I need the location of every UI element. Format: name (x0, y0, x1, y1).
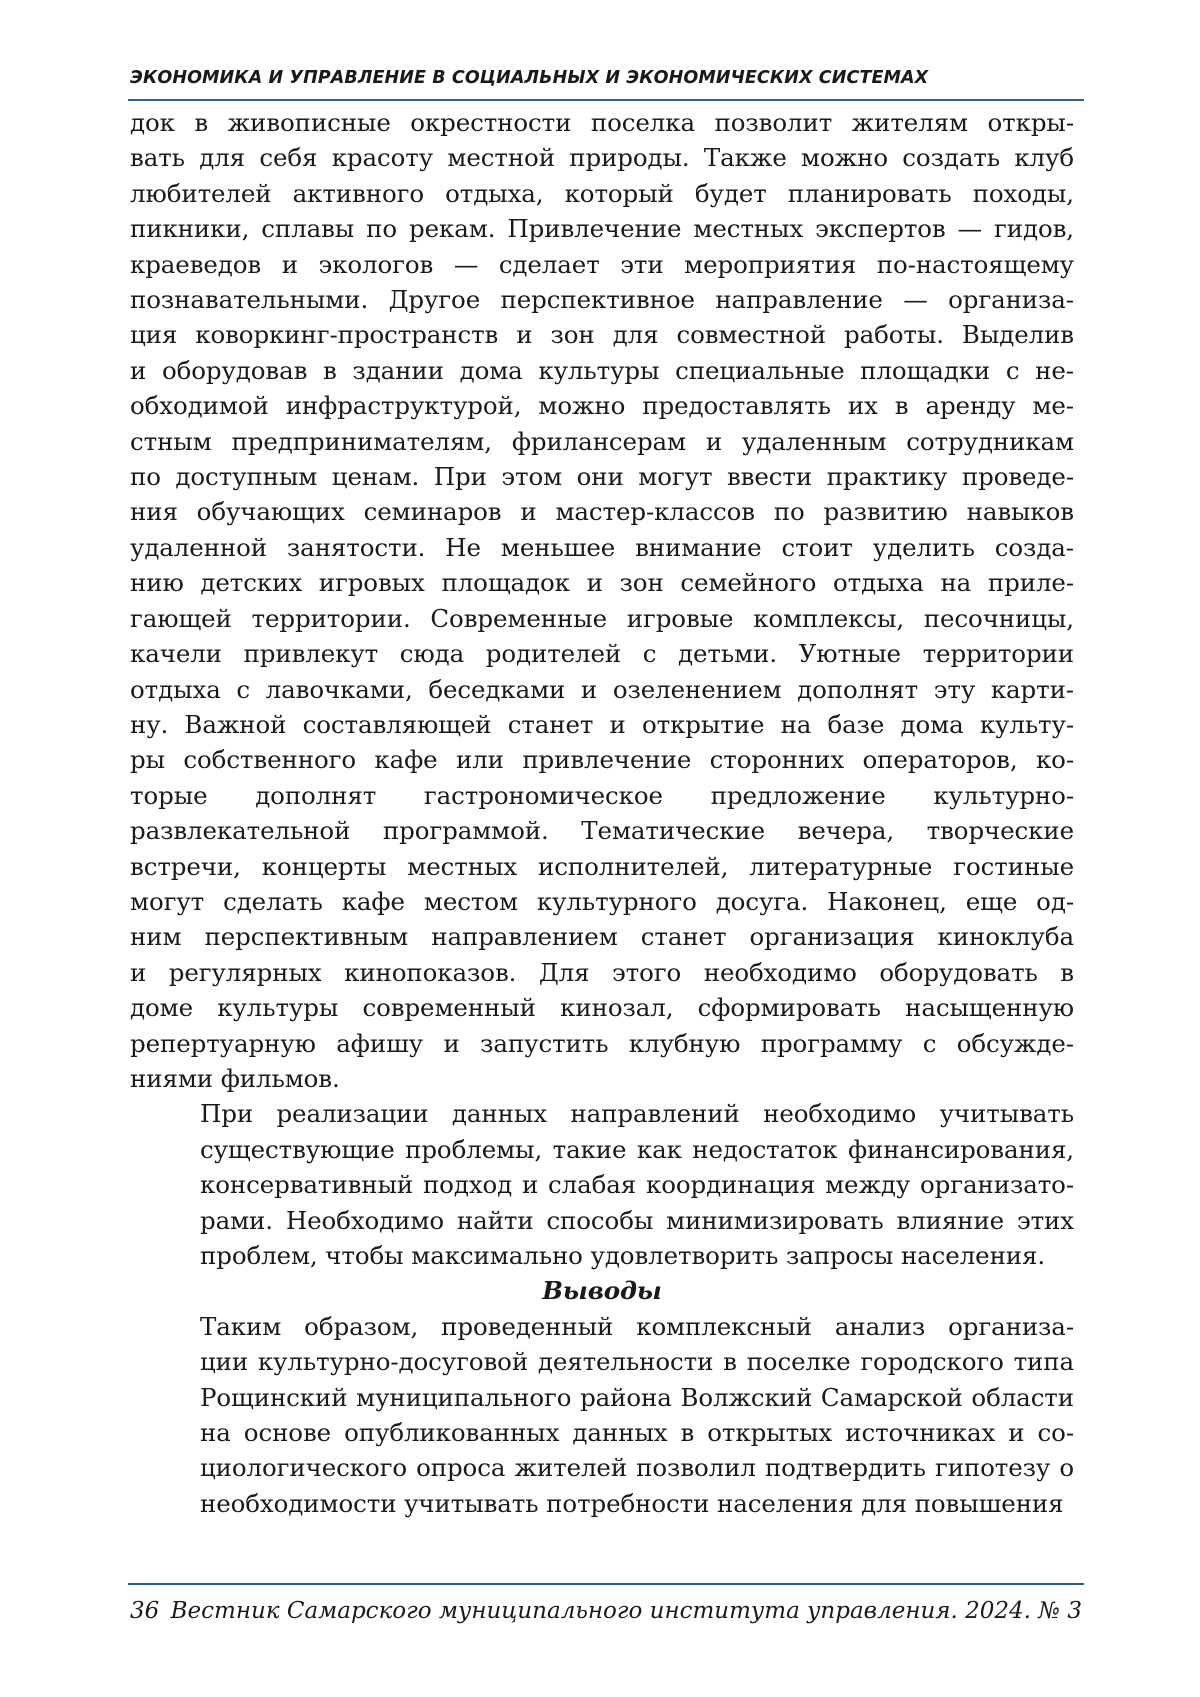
text-line: торые дополнят гастрономическое предложение культурно- (130, 778, 1074, 813)
text-line: нию детских игровых площадок и зон семейного отдыха на приле- (130, 565, 1074, 600)
text-line: гающей территории. Современные игровые комплексы, песочницы, (130, 601, 1074, 636)
text-line: доме культуры современный кинозал, сформировать насыщенную (130, 990, 1074, 1025)
paragraph-1 (130, 105, 1074, 1096)
text-line: ции культурно-досуговой деятельности в поселке городского типа (130, 1344, 1074, 1379)
text-line: любителей активного отдыха, который будет планировать походы, (130, 176, 1074, 211)
text-line: ния обучающих семинаров и мастер-классов по развитию навыков (130, 494, 1074, 529)
text-line: встречи, концерты местных исполнителей, литературные гостиные (130, 849, 1074, 884)
article-body (130, 105, 1074, 1521)
running-title: ЭКОНОМИКА И УПРАВЛЕНИЕ В СОЦИАЛЬНЫХ И ЭКОНОМИЧЕСКИХ СИСТЕМАХ (130, 68, 1080, 88)
text-line: стным предпринимателям, фрилансерам и удаленным сотрудникам (130, 424, 1074, 459)
text-line: на основе опубликованных данных в открытых источниках и со- (130, 1415, 1074, 1450)
text-line: отдыха с лавочками, беседками и озеленением дополнят эту карти- (130, 672, 1074, 707)
text-line: ры собственного кафе или привлечение сторонних операторов, ко- (130, 742, 1074, 777)
text-line: пикники, сплавы по рекам. Привлечение местных экспертов — гидов, (130, 211, 1074, 246)
text-line: циологического опроса жителей позволил подтвердить гипотезу о (130, 1450, 1074, 1485)
text-line: ция коворкинг-пространств и зон для совместной работы. Выделив (130, 317, 1074, 352)
text-line: ну. Важной составляющей станет и открытие на базе дома культу- (130, 707, 1074, 742)
text-line: Рощинский муниципального района Волжский Самарской области (130, 1380, 1074, 1415)
text-line: развлекательной программой. Тематические вечера, творческие (130, 813, 1074, 848)
journal-citation: Вестник Самарского муниципального института управления. 2024. № 3 (171, 1598, 1082, 1624)
text-line: консервативный подход и слабая координация между организато- (130, 1167, 1074, 1202)
text-line: проблем, чтобы максимально удовлетворить запросы населения. (130, 1238, 1074, 1273)
text-line: и регулярных кинопоказов. Для этого необходимо оборудовать в (130, 955, 1074, 990)
text-line: док в живописные окрестности поселка позволит жителям откры- (130, 105, 1074, 140)
text-line: ниями фильмов. (130, 1061, 1074, 1096)
page-number: 36 (130, 1598, 159, 1624)
footer-rule (128, 1583, 1084, 1585)
text-line: Таким образом, проведенный комплексный анализ организа- (130, 1309, 1074, 1344)
text-line: репертуарную афишу и запустить клубную программу с обсужде- (130, 1026, 1074, 1061)
text-line: рами. Необходимо найти способы минимизировать влияние этих (130, 1203, 1074, 1238)
text-line: по доступным ценам. При этом они могут ввести практику проведе- (130, 459, 1074, 494)
header-rule (128, 99, 1084, 101)
text-line: ним перспективным направлением станет организация киноклуба (130, 919, 1074, 954)
text-line: удаленной занятости. Не меньшее внимание стоит уделить созда- (130, 530, 1074, 565)
text-line: существующие проблемы, такие как недостаток финансирования, (130, 1132, 1074, 1167)
text-line: и оборудовав в здании дома культуры специальные площадки с не- (130, 353, 1074, 388)
paragraph-2 (130, 1096, 1074, 1273)
paragraph-3 (130, 1309, 1074, 1521)
text-line: качели привлекут сюда родителей с детьми. Уютные территории (130, 636, 1074, 671)
text-line: обходимой инфраструктурой, можно предоставлять их в аренду ме- (130, 388, 1074, 423)
text-line: познавательными. Другое перспективное направление — организа- (130, 282, 1074, 317)
section-heading: Выводы (130, 1273, 1074, 1308)
text-line: необходимости учитывать потребности населения для повышения (130, 1486, 1074, 1521)
text-line: краеведов и экологов — сделает эти мероприятия по-настоящему (130, 247, 1074, 282)
text-line: При реализации данных направлений необходимо учитывать (130, 1096, 1074, 1131)
text-line: вать для себя красоту местной природы. Также можно создать клуб (130, 140, 1074, 175)
text-line: могут сделать кафе местом культурного досуга. Наконец, еще од- (130, 884, 1074, 919)
